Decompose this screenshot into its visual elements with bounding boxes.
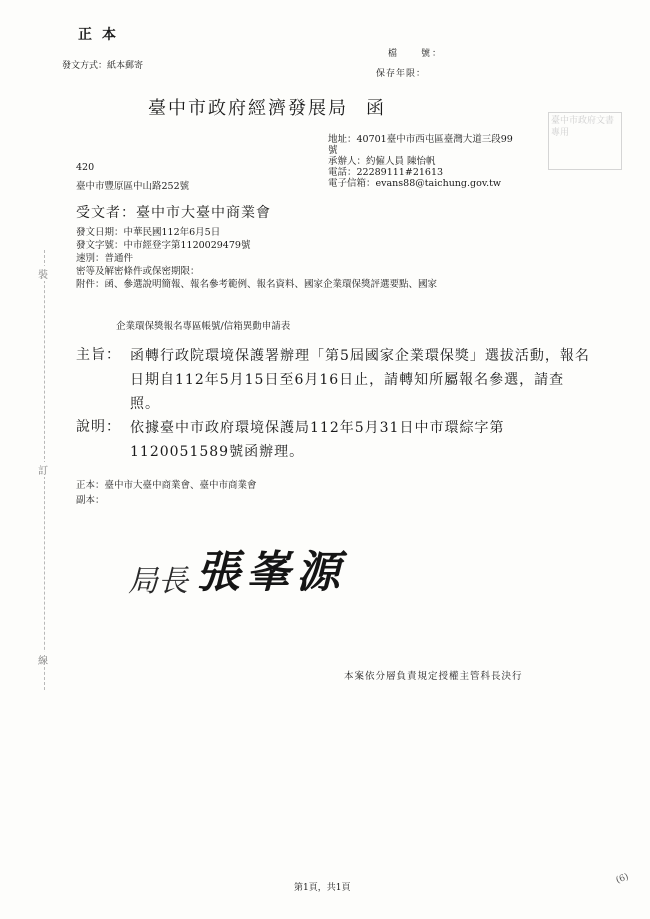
original-recipients: 正本：臺中市大臺中商業會、臺中市商業會 — [76, 480, 257, 491]
delegation-note: 本案依分層負責規定授權主管科長決行 — [344, 671, 523, 682]
explanation-text: 依據臺中市政府環境保護局112年5月31日中市環綜字第1120051589號函辦理。 — [130, 420, 505, 460]
sender-email: 電子信箱：evans88@taichung.gov.tw — [328, 178, 502, 189]
binding-mark-middle: 訂 — [38, 462, 48, 477]
copy-mark: 正本 — [78, 27, 126, 43]
postal-code: 420 — [76, 162, 95, 173]
signature-title: 局長 — [128, 564, 188, 599]
send-method: 發文方式：紙本郵寄 — [62, 61, 144, 71]
sender-info — [328, 134, 513, 189]
page-number: 第1頁，共1頁 — [294, 883, 351, 893]
recipient-address: 臺中市豐原區中山路252號 — [76, 181, 190, 192]
duplicate-recipients: 副本： — [76, 495, 105, 506]
explanation-label: 說明： — [76, 419, 121, 435]
subject-label: 主旨： — [76, 347, 121, 363]
document-type: 函 — [366, 98, 386, 119]
sender-address-cont: 號 — [328, 145, 338, 156]
sender-phone: 電話：22289111#21613 — [328, 167, 444, 178]
security-level: 密等及解密條件或保密期限： — [76, 266, 200, 277]
binding-mark-top: 裝 — [38, 266, 48, 281]
signature-name: 張峯源 — [196, 547, 346, 598]
issue-date: 發文日期：中華民國112年6月5日 — [76, 227, 221, 238]
document-meta — [76, 226, 437, 291]
file-number-label: 檔 號： — [388, 49, 444, 59]
retention-label: 保存年限： — [376, 69, 427, 79]
corner-mark: (6) — [614, 872, 631, 886]
faded-stamp: 臺中市政府文書專用 — [548, 112, 622, 170]
attachments-continued: 企業環保獎報名專區帳號/信箱異動申請表 — [116, 321, 291, 332]
signature-stamp — [128, 536, 346, 600]
distribution — [76, 478, 257, 508]
sender-contact: 承辦人：約僱人員 陳怡帆 — [328, 156, 436, 167]
agency-name: 臺中市政府經濟發展局 — [148, 98, 348, 119]
delivery-speed: 速別：普通件 — [76, 253, 134, 264]
addressee: 受文者：臺中市大臺中商業會 — [76, 205, 271, 221]
attachments: 附件：函、參選說明簡報、報名參考範例、報名資料、國家企業環保獎評選要點、國家 — [76, 279, 438, 290]
sender-address: 地址：40701臺中市西屯區臺灣大道三段99 — [328, 134, 513, 145]
subject-text: 函轉行政院環境保護署辦理「第5屆國家企業環保獎」選拔活動，報名日期自112年5月15日至6月16日止，請轉知所屬報名參選，請查照。 — [130, 348, 590, 412]
binding-mark-bottom: 線 — [38, 652, 48, 667]
document-number: 發文字號：中市經登字第1120029479號 — [76, 240, 251, 251]
document-title — [148, 94, 386, 120]
